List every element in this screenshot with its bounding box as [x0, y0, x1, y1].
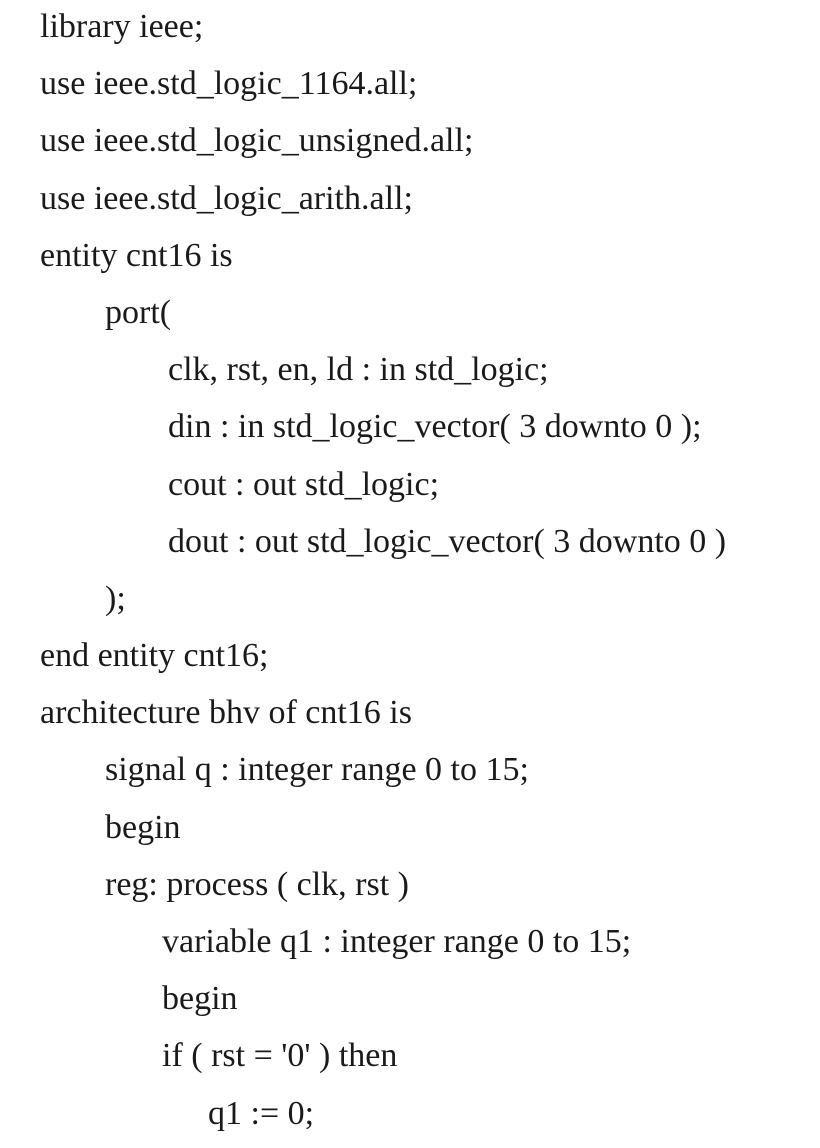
- code-line: port(: [105, 293, 172, 331]
- code-line: signal q : integer range 0 to 15;: [105, 751, 529, 789]
- code-line: );: [105, 579, 126, 617]
- code-line: entity cnt16 is: [40, 236, 233, 274]
- code-line: din : in std_logic_vector( 3 downto 0 );: [168, 408, 702, 446]
- code-line: begin: [105, 808, 181, 846]
- code-line: reg: process ( clk, rst ): [105, 865, 410, 903]
- code-line: use ieee.std_logic_unsigned.all;: [40, 122, 474, 160]
- code-line: use ieee.std_logic_arith.all;: [40, 179, 413, 217]
- code-line: library ieee;: [40, 8, 204, 45]
- code-line: q1 := 0;: [208, 1094, 315, 1132]
- code-line: cout : out std_logic;: [168, 465, 440, 503]
- code-line: clk, rst, en, ld : in std_logic;: [168, 351, 549, 389]
- code-line: begin: [162, 980, 238, 1018]
- code-line: if ( rst = '0' ) then: [162, 1037, 398, 1075]
- code-line: dout : out std_logic_vector( 3 downto 0 ): [168, 522, 727, 560]
- code-line: use ieee.std_logic_1164.all;: [40, 65, 418, 103]
- code-line: end entity cnt16;: [40, 637, 269, 675]
- code-line: architecture bhv of cnt16 is: [40, 694, 412, 732]
- code-listing: [0, 4, 820, 1148]
- code-line: variable q1 : integer range 0 to 15;: [162, 923, 632, 960]
